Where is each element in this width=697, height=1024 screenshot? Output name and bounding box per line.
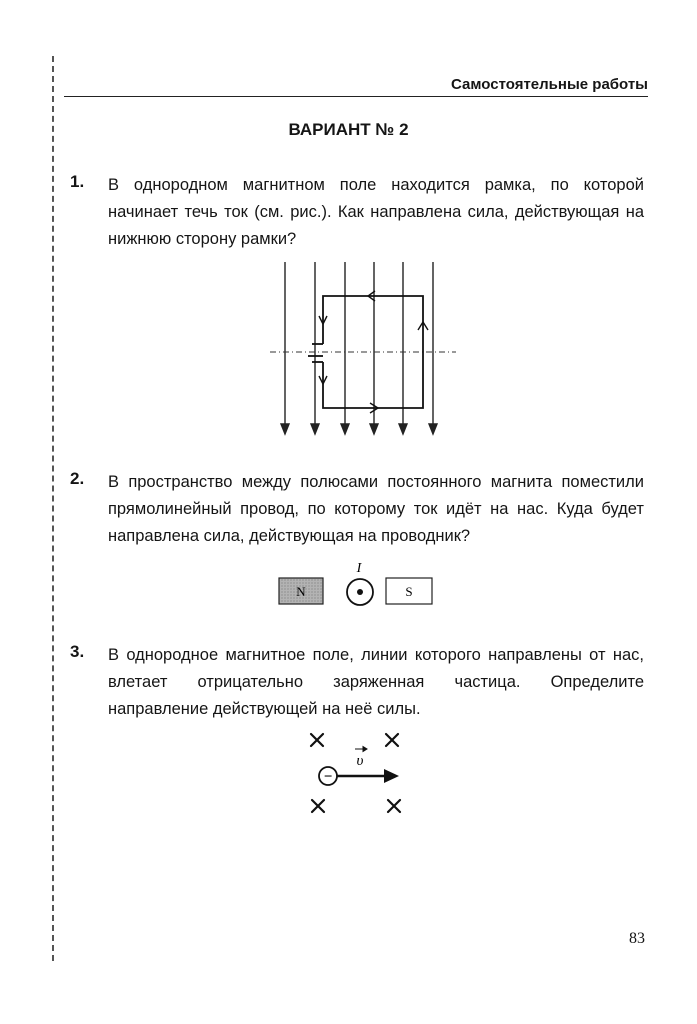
velocity-label: υ bbox=[356, 753, 364, 769]
task-1 bbox=[70, 172, 644, 253]
field-into-page-icon bbox=[388, 800, 400, 812]
charge-sign: − bbox=[323, 769, 333, 785]
field-into-page-icon bbox=[386, 734, 398, 746]
task-number: 1. bbox=[70, 172, 85, 191]
field-arrow-icon bbox=[281, 424, 289, 434]
current-label: I bbox=[356, 561, 362, 576]
task-text: В однородном магнитном поле находится рамка, по которой начинает течь ток (см. рис.). Как направлена сила, действующая на нижнюю сторону рамки? bbox=[108, 176, 644, 248]
task-3 bbox=[70, 642, 644, 723]
field-into-page-icon bbox=[311, 734, 323, 746]
field-arrow-icon bbox=[429, 424, 437, 434]
task-2 bbox=[70, 469, 644, 550]
north-label: N bbox=[296, 584, 306, 599]
variant-title: ВАРИАНТ № 2 bbox=[288, 120, 409, 139]
figure-magnet-with-wire bbox=[272, 558, 437, 616]
field-arrow-icon bbox=[341, 424, 349, 434]
vector-mark-icon bbox=[355, 747, 367, 752]
task-text: В однородное магнитное поле, линии которого направлены от нас, влетает отрицательно заряженная частица. Определите направление действующей на неё силы. bbox=[108, 646, 644, 718]
task-number: 3. bbox=[70, 642, 85, 661]
header-title: Самостоятельные работы bbox=[451, 76, 648, 93]
field-arrow-icon bbox=[370, 424, 378, 434]
task-number: 2. bbox=[70, 469, 85, 488]
figure-charge-in-field bbox=[300, 725, 415, 825]
field-arrow-icon bbox=[311, 424, 319, 434]
field-arrow-icon bbox=[399, 424, 407, 434]
task-text: В пространство между полюсами постоянного магнита поместили прямолинейный провод, по которому ток идёт на нас. Куда будет направлена сила, действующая на проводник? bbox=[108, 473, 644, 545]
field-into-page-icon bbox=[312, 800, 324, 812]
figure-frame-in-field bbox=[268, 258, 458, 440]
binding-dashed-line bbox=[52, 56, 54, 961]
page-header bbox=[64, 76, 648, 97]
current-toward-viewer-icon bbox=[357, 589, 363, 595]
page-number: 83 bbox=[629, 930, 645, 947]
velocity-arrow-icon bbox=[384, 769, 399, 783]
south-label: S bbox=[405, 584, 413, 599]
